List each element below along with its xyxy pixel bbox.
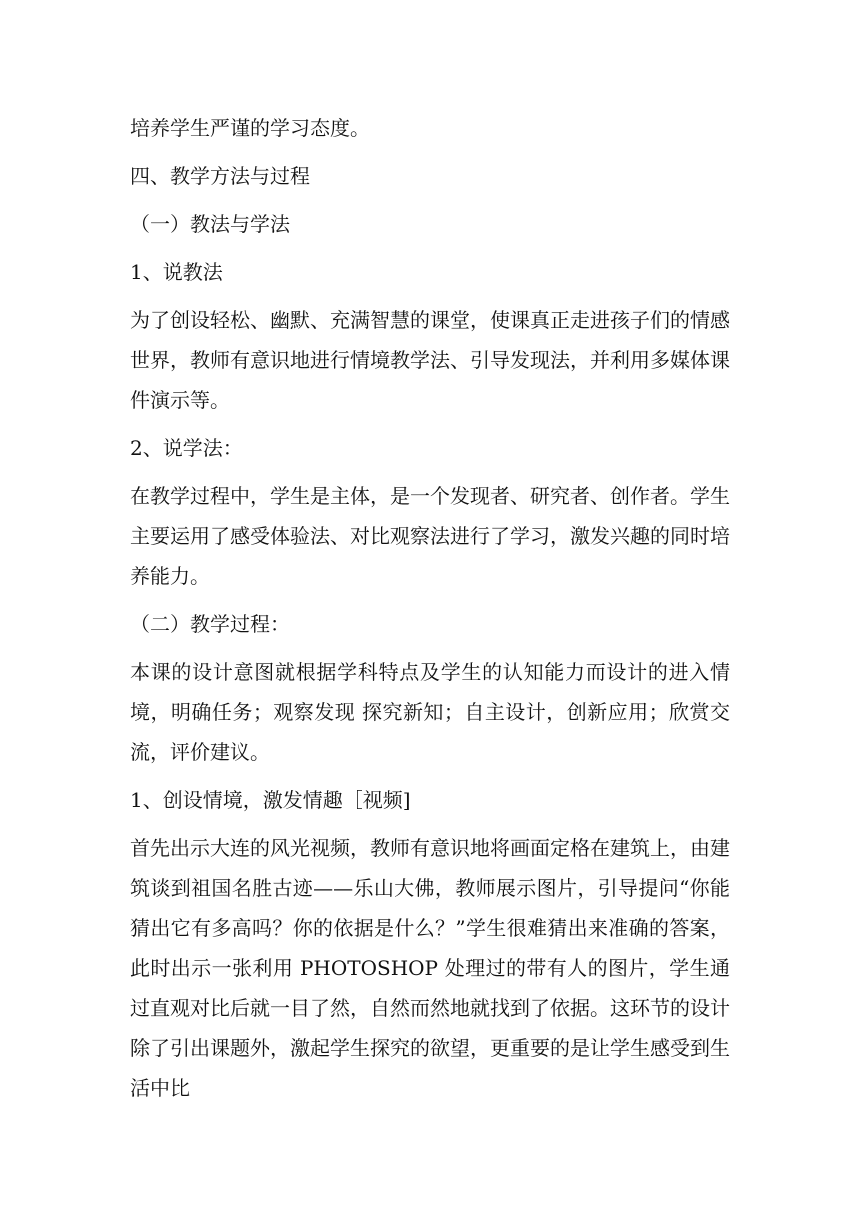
subsection-heading: （一）教法与学法 <box>130 212 290 236</box>
item-heading: 2、说学法： <box>130 436 243 460</box>
document-body <box>130 108 730 1116</box>
item-heading: 1、创设情境，激发情趣［视频] <box>130 788 411 812</box>
paragraph: 培养学生严谨的学习态度。 <box>130 116 370 140</box>
section-heading: 四、教学方法与过程 <box>130 164 310 188</box>
paragraph: 在教学过程中，学生是主体，是一个发现者、研究者、创作者。学生主要运用了感受体验法、对比观察法进行了学习，激发兴趣的同时培养能力。 <box>130 484 730 588</box>
paragraph: 本课的设计意图就根据学科特点及学生的认知能力而设计的进入情境，明确任务；观察发现 探究新知；自主设计，创新应用；欣赏交流，评价建议。 <box>130 660 730 764</box>
subsection-heading: （二）教学过程： <box>130 612 290 636</box>
paragraph: 首先出示大连的风光视频，教师有意识地将画面定格在建筑上，由建筑谈到祖国名胜古迹——乐山大佛，教师展示图片，引导提问“你能猜出它有多高吗？你的依据是什么？”学生很难猜出来准确的答案，此时出示一张利用 PHOTOSHOP 处理过的带有人的图片，学生通过直观对比后就一目了然，自然而然地就找到了依据。这环节的设计除了引出课题外，激起学生探究的欲望，更重要的是让学生感受到生活中比 <box>130 836 730 1100</box>
item-heading: 1、说教法 <box>130 260 223 284</box>
paragraph: 为了创设轻松、幽默、充满智慧的课堂，使课真正走进孩子们的情感世界，教师有意识地进行情境教学法、引导发现法，并利用多媒体课件演示等。 <box>130 308 730 412</box>
